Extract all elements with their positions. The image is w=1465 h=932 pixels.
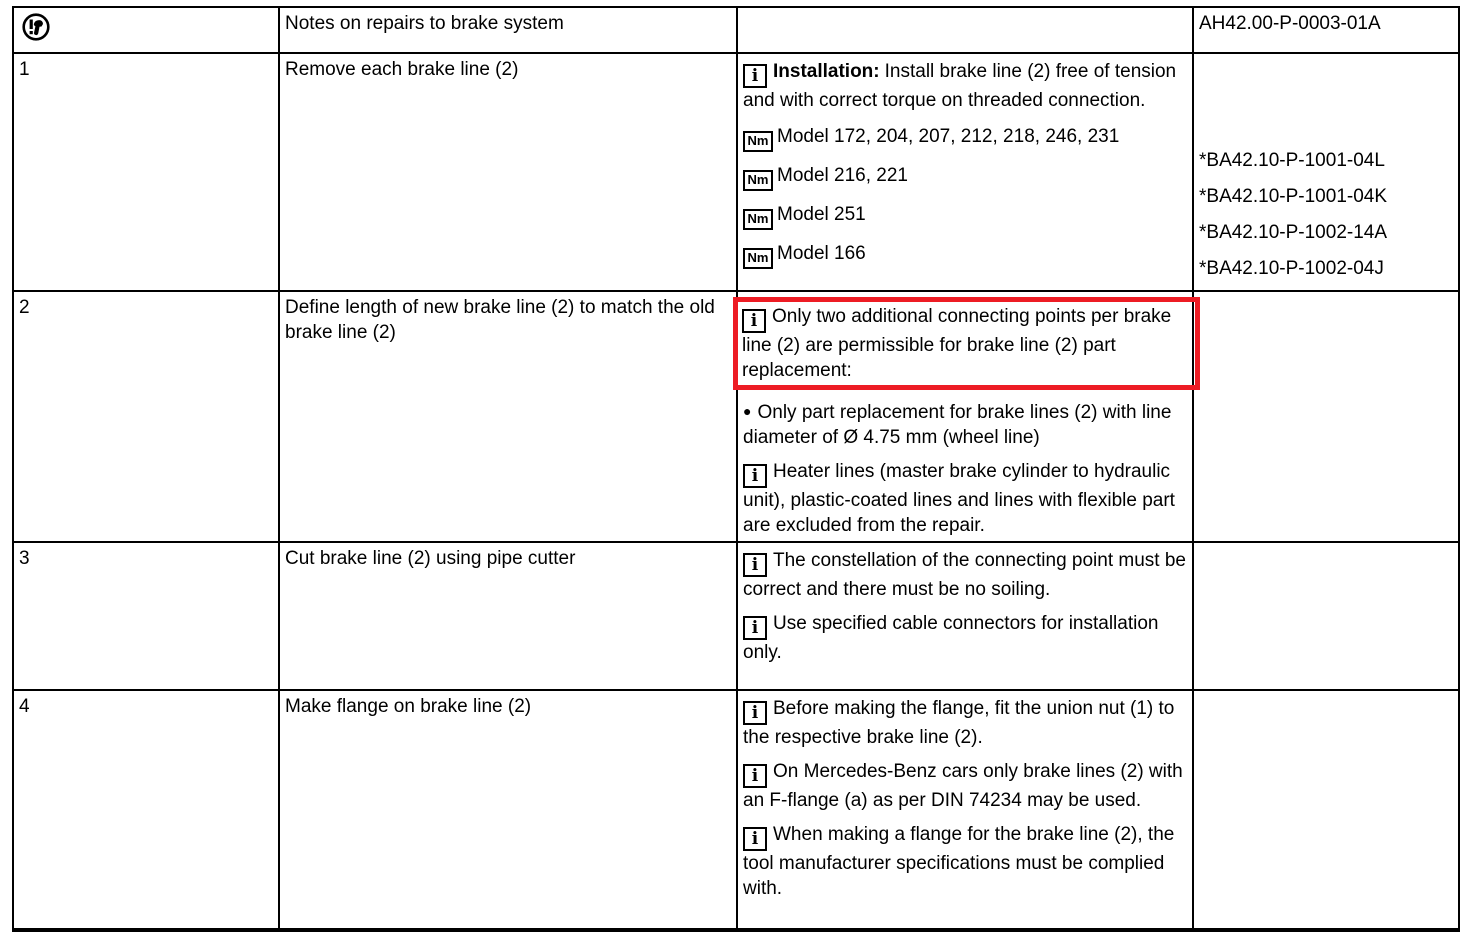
header-title-cell [279,7,737,53]
bullet-text: Only part replacement for brake lines (2) with line diameter of Ø 4.75 mm (wheel line) [743,402,1172,448]
ba-reference-list [1199,57,1453,287]
step-cell [13,291,279,542]
info-icon: i [743,764,767,788]
repair-note-icon [21,12,51,49]
info-note [743,459,1187,538]
info-note [743,548,1187,602]
info-note [743,59,1187,113]
nm-torque-icon: Nm [743,209,773,230]
info-text: Use specified cable connectors for installation only. [743,613,1159,663]
info-text: Only two additional connecting points per brake line (2) are permissible for brake line (2) part replacement: [742,306,1172,381]
info-text: The constellation of the connecting point must be correct and there must be no soiling. [743,550,1186,600]
highlighted-info-note [733,297,1200,390]
torque-model-text: Model 166 [777,243,866,264]
torque-note [743,241,1187,269]
step-cell [13,542,279,690]
step-number: 1 [19,59,30,80]
bullet-note [743,399,1187,450]
ref-cell [1193,542,1459,690]
ref-cell [1193,690,1459,930]
info-bold-prefix: Installation: [773,61,880,82]
torque-note [743,202,1187,230]
info-cell [737,542,1193,690]
action-cell [279,542,737,690]
step-number: 3 [19,548,30,569]
action-text: Remove each brake line (2) [285,59,519,80]
ba-reference: *BA42.10-P-1001-04L [1199,150,1385,171]
info-text: Before making the flange, fit the union nut (1) to the respective brake line (2). [743,698,1175,748]
info-text: On Mercedes-Benz cars only brake lines (2) with an F-flange (a) as per DIN 74234 may be used. [743,761,1183,811]
info-cell [737,53,1193,291]
torque-model-text: Model 216, 221 [777,165,908,186]
ref-cell [1193,53,1459,291]
ba-reference: *BA42.10-P-1002-04J [1199,258,1384,279]
action-cell [279,291,737,542]
document-page [12,6,1458,932]
step-cell [13,53,279,291]
info-icon: i [743,64,767,88]
action-text: Define length of new brake line (2) to match the old brake line (2) [285,297,715,343]
info-icon: i [743,464,767,488]
document-code: AH42.00-P-0003-01A [1199,13,1381,34]
nm-torque-icon: Nm [743,131,773,152]
info-note [743,759,1187,813]
table-title: Notes on repairs to brake system [285,13,564,34]
ba-reference: *BA42.10-P-1002-14A [1199,222,1388,243]
info-icon: i [743,701,767,725]
info-icon: i [743,553,767,577]
info-note [743,611,1187,665]
header-empty-cell [737,7,1193,53]
info-icon: i [742,309,766,333]
header-icon-cell [13,7,279,53]
info-note [743,696,1187,750]
info-icon: i [743,827,767,851]
nm-torque-icon: Nm [743,170,773,191]
torque-model-text: Model 251 [777,204,866,225]
ba-reference: *BA42.10-P-1001-04K [1199,186,1388,207]
torque-note [743,124,1187,152]
info-text: When making a flange for the brake line (2), the tool manufacturer specifications must be complied with. [743,824,1175,899]
ref-cell [1193,291,1459,542]
action-cell [279,53,737,291]
bullet-icon: ● [743,403,752,419]
nm-torque-icon: Nm [743,248,773,269]
info-text: Install brake line (2) free of tension and with correct torque on threaded connection. [743,61,1177,111]
action-cell [279,690,737,930]
info-note [743,822,1187,901]
repair-steps-table [12,6,1460,932]
action-text: Make flange on brake line (2) [285,696,532,717]
torque-model-text: Model 172, 204, 207, 212, 218, 246, 231 [777,126,1120,147]
torque-note [743,163,1187,191]
info-icon: i [743,616,767,640]
info-text: Heater lines (master brake cylinder to hydraulic unit), plastic-coated lines and lines with flexible part are excluded from the repair. [743,461,1175,536]
step-number: 2 [19,297,30,318]
header-doc-code-cell [1193,7,1459,53]
step-cell [13,690,279,930]
step-number: 4 [19,696,30,717]
action-text: Cut brake line (2) using pipe cutter [285,548,576,569]
info-cell [737,291,1193,542]
info-cell [737,690,1193,930]
